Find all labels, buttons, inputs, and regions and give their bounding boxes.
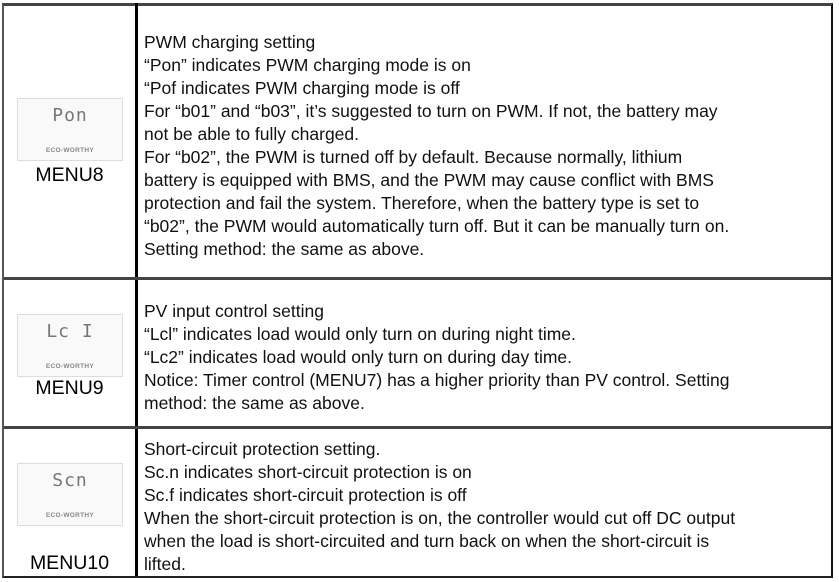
description-line: “b02”, the PWM would automatically turn off. But it can be manually turn on. [144,216,730,236]
lcd-value: Scn [52,470,88,491]
description-line: not be able to fully charged. [144,124,360,144]
description-line: When the short-circuit protection is on, the controller would cut off DC output [144,508,736,528]
lcd-value: Lc I [46,321,94,342]
lcd-brand: ECO-WORTHY [45,147,95,154]
menu-settings-table [2,3,833,578]
menu8-icon-cell [4,6,135,276]
menu10-icon-cell [4,429,135,579]
description-line: protection and fail the system. Therefore, when the battery type is set to [144,193,700,213]
description-line: PWM charging setting [144,32,316,52]
description-line: For “b01” and “b03”, it’s suggested to turn on PWM. If not, the battery may [144,101,718,121]
table-row-menu8 [4,6,831,276]
table-row-menu10 [4,429,831,579]
description-line: lifted. [144,554,186,574]
lcd-brand: ECO-WORTHY [45,512,95,519]
description-line: Short-circuit protection setting. [144,439,381,459]
description-line: “Pof indicates PWM charging mode is off [144,78,460,98]
lcd-display-icon [17,98,123,161]
lcd-value: Pon [52,105,88,126]
menu-label: MENU10 [29,552,110,574]
description-line: “Lc2” indicates load would only turn on during day time. [144,347,573,367]
lcd-display-icon [17,314,123,377]
description-line: method: the same as above. [144,393,365,413]
table-row-menu9 [4,280,831,426]
description-line: Setting method: the same as above. [144,239,425,259]
description-line: when the load is short-circuited and turn back on when the short-circuit is [144,531,710,551]
description-line: For “b02”, the PWM is turned off by default. Because normally, lithium [144,147,683,167]
description-line: battery is equipped with BMS, and the PWM may cause conflict with BMS [144,170,714,190]
description-line: Sc.n indicates short-circuit protection is on [144,462,472,482]
menu10-description [144,438,831,579]
description-line: Sc.f indicates short-circuit protection is off [144,485,467,505]
menu-label: MENU8 [35,164,104,186]
menu9-description [144,300,823,426]
description-line: “Lcl” indicates load would only turn on during night time. [144,324,576,344]
description-line: Notice: Timer control (MENU7) has a higher priority than PV control. Setting [144,370,730,390]
lcd-brand: ECO-WORTHY [45,363,95,370]
description-line: PV input control setting [144,301,324,321]
lcd-display-icon [17,463,123,526]
menu-label: MENU9 [35,377,104,399]
menu9-icon-cell [4,280,135,426]
menu8-description [144,31,823,276]
description-line: “Pon” indicates PWM charging mode is on [144,55,471,75]
